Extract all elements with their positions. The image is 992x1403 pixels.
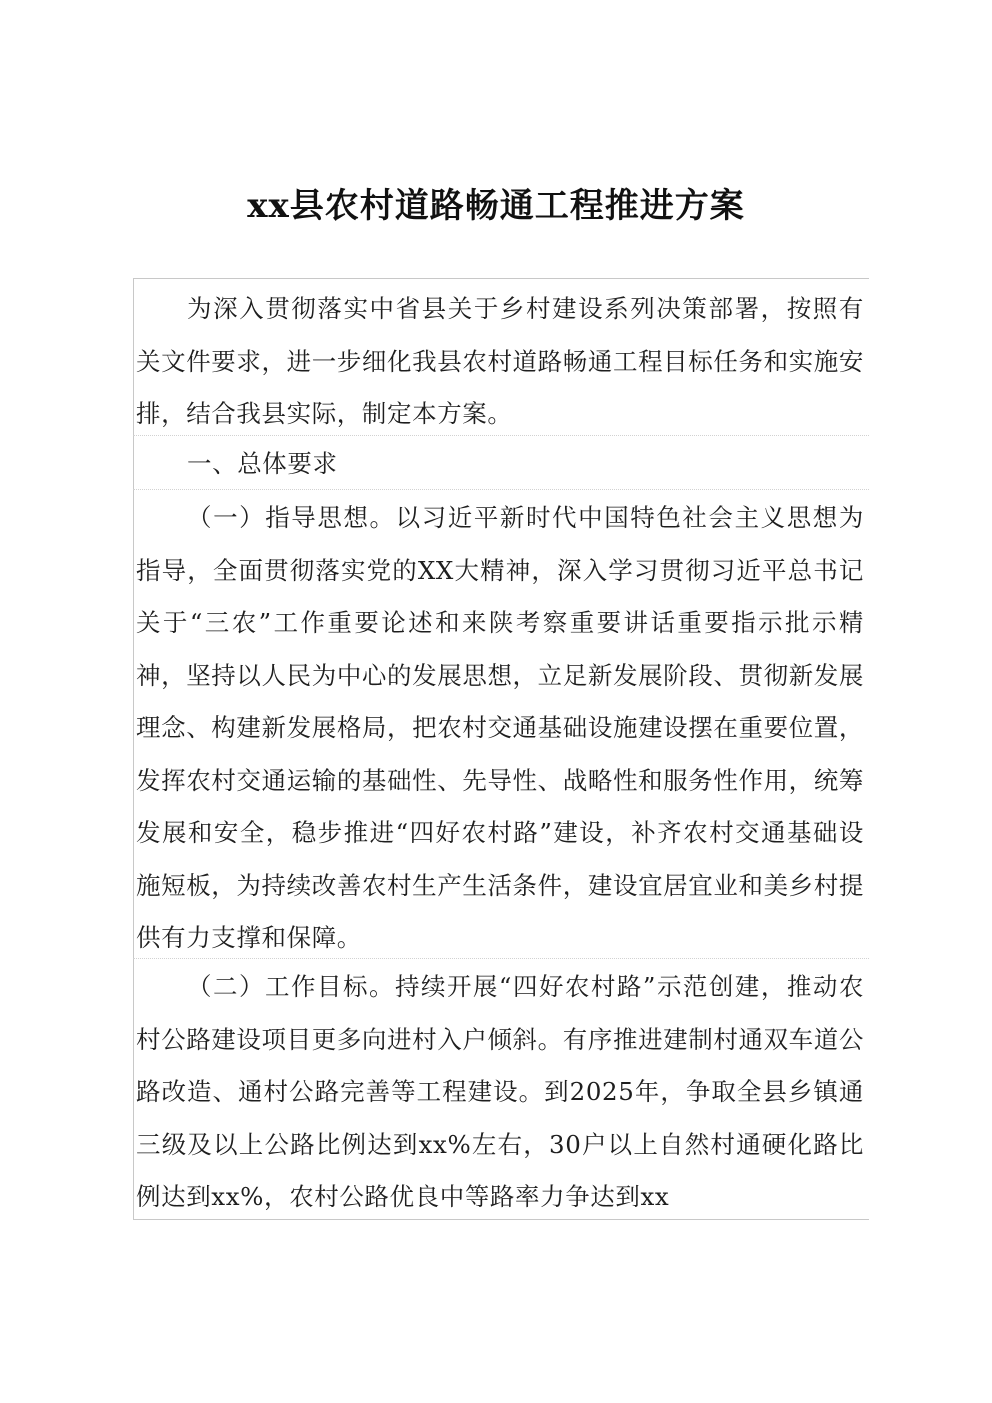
section-heading-general-requirements: 一、总体要求 [187, 449, 338, 478]
guiding-ideology-paragraph: （一）指导思想。以习近平新时代中国特色社会主义思想为指导，全面贯彻落实党的XX大精神，深入学习贯彻习近平总书记关于“三农”工作重要论述和来陕考察重要讲话重要指示批示精神，坚持以人民为中心的发展思想，立足新发展阶段、贯彻新发展理念、构建新发展格局，把农村交通基础设施建设摆在重要位置，发挥农村交通运输的基础性、先导性、战略性和服务性作用，统筹发展和安全，稳步推进“四好农村路”建设，补齐农村交通基础设施短板，为持续改善农村生产生活条件，建设宜居宜业和美乡村提供有力支撑和保障。 [136, 503, 864, 952]
work-goals-paragraph: （二）工作目标。持续开展“四好农村路”示范创建，推动农村公路建设项目更多向进村入户倾斜。有序推进建制村通双车道公路改造、通村公路完善等工程建设。到2025年，争取全县乡镇通三级及以上公路比例达到xx%左右，30户以上自然村通硬化路比例达到xx%，农村公路优良中等路率力争达到xx [136, 972, 864, 1211]
document-title: xx县农村道路畅通工程推进方案 [247, 186, 745, 226]
intro-paragraph: 为深入贯彻落实中省县关于乡村建设系列决策部署，按照有关文件要求，进一步细化我县农村道路畅通工程目标任务和实施安排，结合我县实际，制定本方案。 [136, 294, 864, 428]
